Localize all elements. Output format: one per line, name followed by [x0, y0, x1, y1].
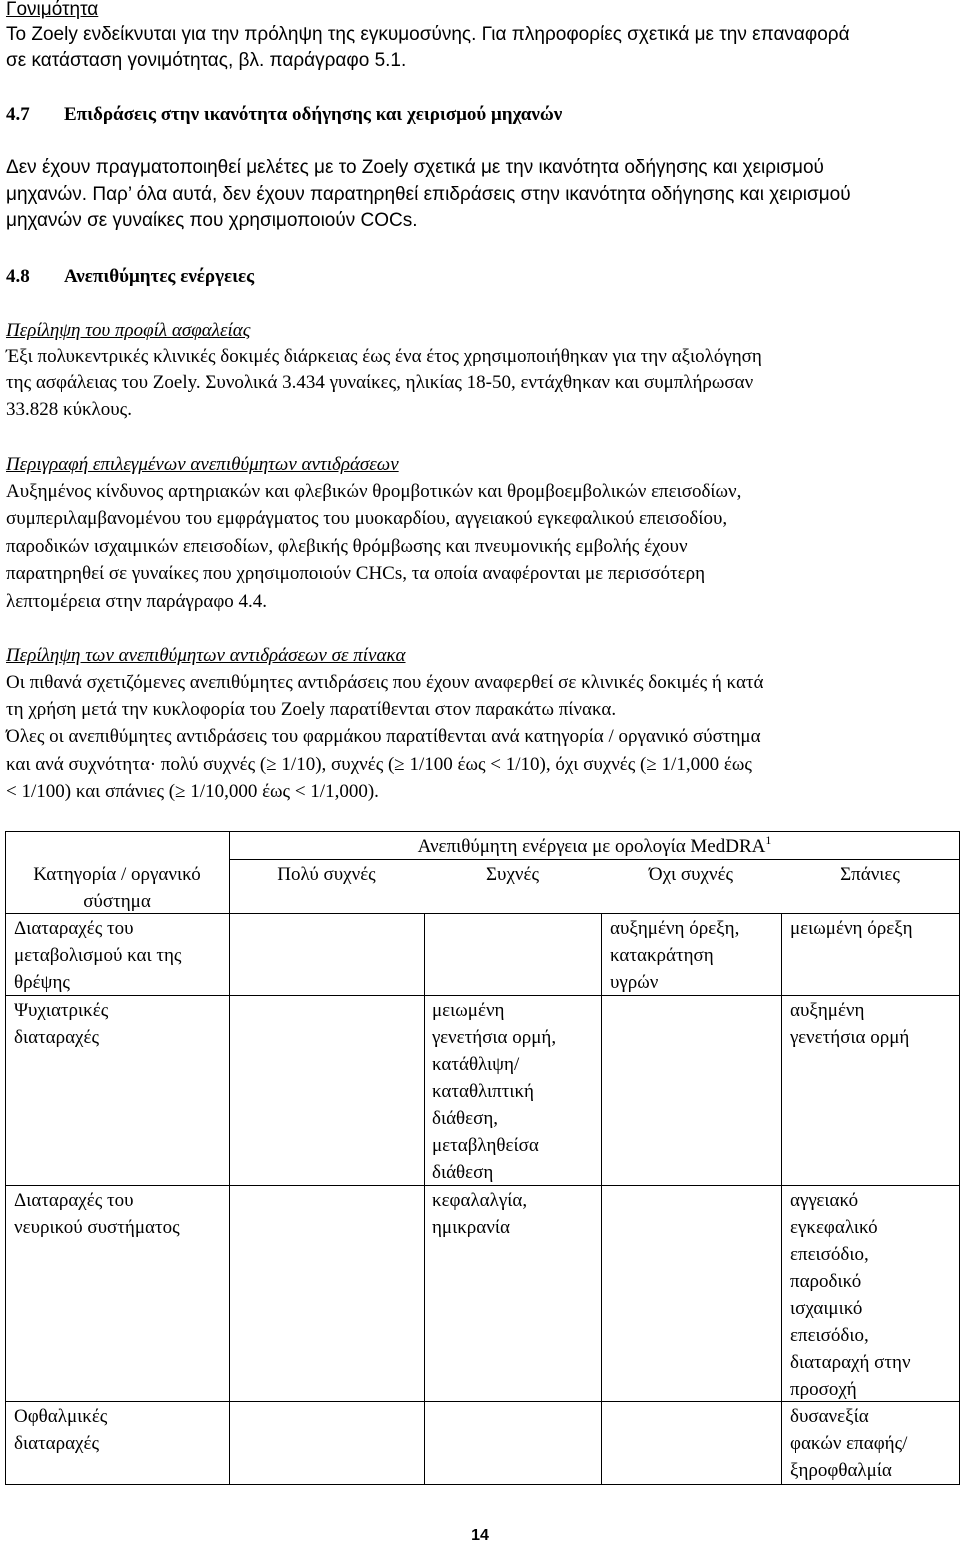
table-cell-category — [14, 1403, 107, 1457]
section-4-7-line-2: μηχανών. Παρ’ όλα αυτά, δεν έχουν παρατηρηθεί επιδράσεις στην ικανότητα οδήγησης και χειρισμού — [6, 184, 851, 205]
cell-text-line: αυξημένη — [790, 1000, 865, 1021]
selected-line-4: παρατηρηθεί σε γυναίκες που χρησιμοποιούν CHCs, τα οποία αναφέρονται με περισσότερη — [6, 563, 706, 584]
cell-text-line: νευρικού συστήματος — [14, 1217, 180, 1238]
section-4-8-title: Ανεπιθύμητες ενέργειες — [64, 266, 255, 287]
cell-text-line: παροδικό — [790, 1271, 862, 1292]
table-cell-rare — [790, 1187, 911, 1403]
fertility-line-1: Το Zoely ενδείκνυται για την πρόληψη της εγκυμοσύνης. Για πληροφορίες σχετικά με την επαναφορά — [6, 24, 850, 45]
table-header-rare: Σπάνιες — [840, 864, 900, 885]
table-header-uncommon: Όχι συχνές — [648, 864, 734, 885]
selected-line-3: παροδικών ισχαιμικών επεισοδίων, φλεβικής θρόμβωσης και πνευμονικής εμβολής έχουν — [6, 536, 688, 557]
cell-text-line: διαταραχή στην — [790, 1352, 911, 1373]
cell-text-line: Διαταραχές του — [14, 918, 134, 939]
cell-text-line: μειωμένη — [432, 1000, 505, 1021]
cell-text-line: αυξημένη όρεξη, — [610, 918, 740, 939]
cell-text-line: μεταβολισμού και της — [14, 945, 182, 966]
table-cell-category — [14, 997, 108, 1051]
page-number: 14 — [471, 1527, 489, 1544]
cell-text-line: δυσανεξία — [790, 1406, 869, 1427]
table-header-common: Συχνές — [486, 864, 539, 885]
section-4-7-line-3: μηχανών σε γυναίκες που χρησιμοποιούν COCs. — [6, 210, 418, 231]
table-cell-rare — [790, 1403, 907, 1484]
table-border-left — [5, 831, 6, 1485]
cell-text-line: αγγειακό — [790, 1190, 859, 1211]
table-header-very-common: Πολύ συχνές — [277, 864, 376, 885]
cell-text-line: κατακράτηση — [610, 945, 714, 966]
section-4-8-number: 4.8 — [6, 266, 30, 287]
section-4-7-line-1: Δεν έχουν πραγματοποιηθεί μελέτες με το Zoely σχετικά με την ικανότητα οδήγησης και χειρισμού — [6, 157, 824, 178]
cell-text-line: διάθεση, — [432, 1108, 499, 1129]
cell-text-line: καταθλιπτική — [432, 1081, 534, 1102]
fertility-line-2: σε κατάσταση γονιμότητας, βλ. παράγραφο 5.1. — [6, 50, 407, 71]
table-col-divider — [601, 913, 602, 1485]
table-header-meddra: Ανεπιθύμητη ενέργεια με ορολογία MedDRA$^1$ — [417, 833, 772, 857]
cell-text-line: εγκεφαλικό — [790, 1217, 878, 1238]
cell-text-line: φακών επαφής/ — [790, 1433, 908, 1454]
section-4-7-title: Επιδράσεις στην ικανότητα οδήγησης και χειρισμού μηχανών — [64, 104, 563, 125]
table-col-divider — [229, 831, 230, 1485]
table-header-category: Κατηγορία / οργανικό σύστημα — [33, 864, 201, 912]
cell-text-line: Διαταραχές του — [14, 1190, 134, 1211]
selected-line-5: λεπτομέρεια στην παράγραφο 4.4. — [6, 591, 268, 612]
cell-text-line: υγρών — [610, 972, 659, 993]
table-intro-line-2: τη χρήση μετά την κυκλοφορία του Zoely παρατίθενται στον παρακάτω πίνακα. — [6, 699, 617, 720]
table-col-divider — [424, 913, 425, 1485]
cell-text-line: Ψυχιατρικές — [14, 1000, 109, 1021]
cell-text-line: γενετήσια ορμή, — [432, 1027, 557, 1048]
table-cell-rare — [790, 915, 913, 942]
safety-line-3: 33.828 κύκλους. — [6, 399, 132, 420]
selected-line-1: Αυξημένος κίνδυνος αρτηριακών και φλεβικών θρομβοτικών και θρομβοεμβολικών επεισοδίων, — [6, 481, 742, 502]
cell-text-line: επεισόδιο, — [790, 1244, 869, 1265]
selected-line-2: συμπεριλαμβανομένου του εμφράγματος του μυοκαρδίου, αγγειακού εγκεφαλικού επεισοδίου, — [6, 508, 728, 529]
table-intro-line-3: Όλες οι ανεπιθύμητες αντιδράσεις του φαρμάκου παρατίθενται ανά κατηγορία / οργανικό σύστημα — [6, 726, 761, 747]
cell-text-line: διάθεση — [432, 1162, 494, 1183]
cell-text-line: επεισόδιο, — [790, 1325, 869, 1346]
safety-line-1: Έξι πολυκεντρικές κλινικές δοκιμές διάρκειας έως ένα έτος χρησιμοποιήθηκαν για την αξιολόγηση — [6, 346, 762, 367]
cell-text-line: διαταραχές — [14, 1433, 99, 1454]
cell-text-line: γενετήσια ορμή — [790, 1027, 910, 1048]
table-cell-uncommon — [610, 915, 739, 996]
table-cell-common — [432, 1187, 527, 1241]
table-cell-rare — [790, 997, 909, 1051]
cell-text-line: κεφαλαλγία, — [432, 1190, 528, 1211]
table-cell-category — [14, 915, 181, 996]
table-col-divider — [781, 913, 782, 1485]
selected-reactions-heading: Περιγραφή επιλεγμένων ανεπιθύμητων αντιδράσεων — [6, 454, 399, 475]
cell-text-line: Οφθαλμικές — [14, 1406, 108, 1427]
cell-text-line: μεταβληθείσα — [432, 1135, 539, 1156]
cell-text-line: θρέψης — [14, 972, 70, 993]
safety-profile-heading: Περίληψη του προφίλ ασφαλείας — [6, 320, 251, 341]
cell-text-line: μειωμένη όρεξη — [790, 918, 913, 939]
table-summary-heading: Περίληψη των ανεπιθύμητων αντιδράσεων σε πίνακα — [6, 645, 406, 666]
table-border-bottom — [5, 1484, 960, 1485]
safety-line-2: της ασφάλειας του Zoely. Συνολικά 3.434 γυναίκες, ηλικίας 18-50, εντάχθηκαν και συμπλήρωσαν — [6, 372, 754, 393]
table-cell-category — [14, 1187, 180, 1241]
cell-text-line: ξηροφθαλμία — [790, 1460, 892, 1481]
section-4-7-number: 4.7 — [6, 104, 30, 125]
table-intro-line-5: < 1/100) και σπάνιες (≥ 1/10,000 έως < 1/1,000). — [6, 781, 379, 802]
cell-text-line: κατάθλιψη/ — [432, 1054, 520, 1075]
cell-text-line: διαταραχές — [14, 1027, 99, 1048]
table-cell-common — [432, 997, 556, 1186]
fertility-heading: Γονιμότητα — [6, 0, 99, 20]
cell-text-line: ισχαιμικό — [790, 1298, 863, 1319]
table-intro-line-4: και ανά συχνότητα· πολύ συχνές (≥ 1/10), συχνές (≥ 1/100 έως < 1/10), όχι συχνές (≥ 1/1,000 έως — [6, 754, 752, 775]
table-border-top — [5, 831, 960, 832]
table-intro-line-1: Οι πιθανά σχετιζόμενες ανεπιθύμητες αντιδράσεις που έχουν αναφερθεί σε κλινικές δοκιμές ή κατά — [6, 672, 764, 693]
cell-text-line: προσοχή — [790, 1379, 857, 1400]
cell-text-line: ημικρανία — [432, 1217, 510, 1238]
